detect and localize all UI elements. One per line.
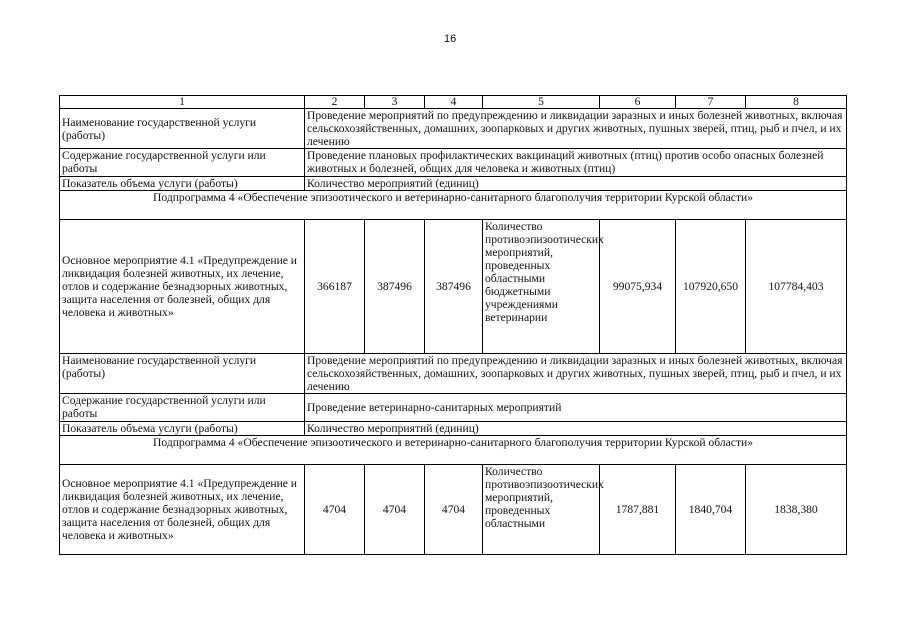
page-number: 16 [444, 33, 457, 45]
service-content-label: Содержание государственной услуги или работы [60, 394, 305, 422]
value-col-6: 99075,934 [600, 220, 676, 354]
value-col-2: 4704 [305, 465, 365, 555]
main-measure-row [60, 465, 847, 555]
service-name-label: Наименование государственной услуги (работы) [60, 354, 305, 394]
service-content-label: Содержание государственной услуги или работы [60, 149, 305, 177]
col-header-2: 2 [305, 96, 365, 109]
value-col-7: 107920,650 [676, 220, 746, 354]
volume-indicator-label: Показатель объема услуги (работы) [60, 177, 305, 191]
value-col-4: 4704 [425, 465, 483, 555]
col-header-7: 7 [676, 96, 746, 109]
value-col-6: 1787,881 [600, 465, 676, 555]
column-numbers-row [60, 96, 847, 109]
col-header-6: 6 [600, 96, 676, 109]
service-name-value: Проведение мероприятий по предупреждению и ликвидации заразных и иных болезней животных, включая сельскохозяйственных, домашних, зоопарковых и других животных, пушных зверей, птиц, рыб и пчел, и их лечению [305, 109, 847, 149]
value-col-4: 387496 [425, 220, 483, 354]
col-header-5: 5 [483, 96, 600, 109]
volume-indicator-label: Показатель объема услуги (работы) [60, 422, 305, 436]
col-header-4: 4 [425, 96, 483, 109]
service-name-row [60, 109, 847, 149]
subprogram-title: Подпрограмма 4 «Обеспечение эпизоотического и ветеринарно-санитарного благополучия территории Курской области» [60, 436, 847, 465]
col-header-1: 1 [60, 96, 305, 109]
measure-indicator-text: Количество противоэпизоотических мероприятий, проведенных областными [483, 465, 600, 555]
state-task-table [59, 95, 847, 555]
value-col-8: 1838,380 [746, 465, 847, 555]
measure-indicator-text: Количество противоэпизоотических мероприятий, проведенных областными бюджетными учреждениями ветеринарии [483, 220, 600, 354]
value-col-3: 4704 [365, 465, 425, 555]
service-content-row [60, 149, 847, 177]
volume-indicator-row [60, 422, 847, 436]
service-name-value: Проведение мероприятий по предупреждению и ликвидации заразных и иных болезней животных, включая сельскохозяйственных, домашних, зоопарковых и других животных, пушных зверей, птиц, рыб и пчел, и их лечению [305, 354, 847, 394]
value-col-2: 366187 [305, 220, 365, 354]
main-measure-row [60, 220, 847, 354]
subprogram-title: Подпрограмма 4 «Обеспечение эпизоотического и ветеринарно-санитарного благополучия территории Курской области» [60, 191, 847, 220]
main-measure-name: Основное мероприятие 4.1 «Предупреждение и ликвидация болезней животных, их лечение, отлов и содержание безнадзорных животных, защита населения от болезней, общих для человека и животных» [60, 220, 305, 354]
service-name-row [60, 354, 847, 394]
main-measure-name: Основное мероприятие 4.1 «Предупреждение и ликвидация болезней животных, их лечение, отлов и содержание безнадзорных животных, защита населения от болезней, общих для человека и животных» [60, 465, 305, 555]
subprogram-row [60, 436, 847, 465]
service-content-value: Проведение плановых профилактических вакцинаций животных (птиц) против особо опасных болезней животных и болезней, общих для человека и животных (птиц) [305, 149, 847, 177]
value-col-7: 1840,704 [676, 465, 746, 555]
volume-indicator-value: Количество мероприятий (единиц) [305, 422, 847, 436]
service-content-row [60, 394, 847, 422]
volume-indicator-row [60, 177, 847, 191]
subprogram-row [60, 191, 847, 220]
col-header-8: 8 [746, 96, 847, 109]
service-content-value: Проведение ветеринарно-санитарных мероприятий [305, 394, 847, 422]
service-name-label: Наименование государственной услуги (работы) [60, 109, 305, 149]
col-header-3: 3 [365, 96, 425, 109]
volume-indicator-value: Количество мероприятий (единиц) [305, 177, 847, 191]
value-col-8: 107784,403 [746, 220, 847, 354]
value-col-3: 387496 [365, 220, 425, 354]
